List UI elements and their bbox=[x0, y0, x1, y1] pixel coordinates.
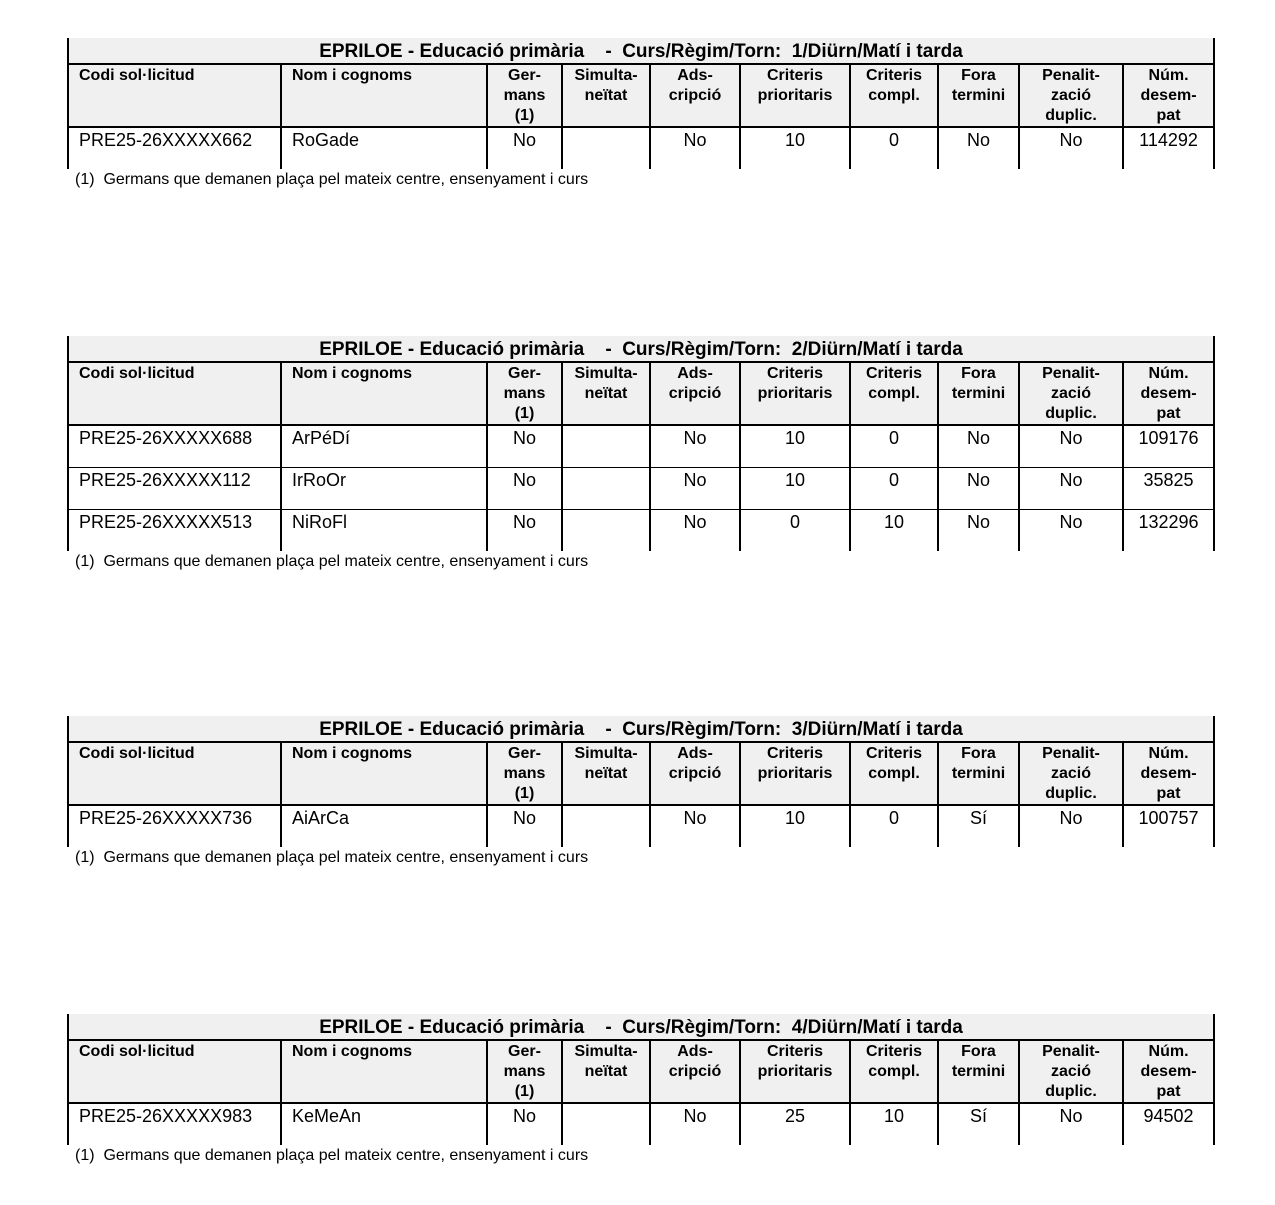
column-header-codi: Codi sol·licitud bbox=[68, 742, 281, 805]
cell-germans: No bbox=[487, 1103, 562, 1145]
column-header-penalitzacio: Penalit- zació duplic. bbox=[1019, 1040, 1123, 1103]
cell-num-desempat: 109176 bbox=[1123, 425, 1214, 468]
cell-germans: No bbox=[487, 805, 562, 847]
column-header-simultaneitat: Simulta- neïtat bbox=[562, 1040, 650, 1103]
cell-num-desempat: 100757 bbox=[1123, 805, 1214, 847]
column-header-criteris-prioritaris: Criteris prioritaris bbox=[740, 362, 850, 425]
column-header-simultaneitat: Simulta- neïtat bbox=[562, 742, 650, 805]
column-header-num-desempat: Núm. desem- pat bbox=[1123, 64, 1214, 127]
cell-adscripcio: No bbox=[650, 510, 740, 552]
footnote: (1) Germans que demanen plaça pel mateix centre, ensenyament i curs bbox=[75, 553, 589, 570]
footnote: (1) Germans que demanen plaça pel mateix centre, ensenyament i curs bbox=[75, 849, 589, 866]
column-header-criteris-compl: Criteris compl. bbox=[850, 1040, 938, 1103]
column-header-penalitzacio: Penalit- zació duplic. bbox=[1019, 742, 1123, 805]
cell-nom: AiArCa bbox=[281, 805, 487, 847]
cell-fora-termini: No bbox=[938, 468, 1019, 510]
cell-criteris-compl: 10 bbox=[850, 510, 938, 552]
cell-simultaneitat bbox=[562, 468, 650, 510]
admission-table bbox=[67, 38, 1215, 169]
cell-penalitzacio: No bbox=[1019, 425, 1123, 468]
cell-fora-termini: Sí bbox=[938, 805, 1019, 847]
cell-criteris-compl: 0 bbox=[850, 468, 938, 510]
table-row bbox=[68, 510, 1214, 552]
table-row bbox=[68, 805, 1214, 847]
column-header-nom: Nom i cognoms bbox=[281, 64, 487, 127]
column-header-adscripcio: Ads- cripció bbox=[650, 362, 740, 425]
cell-germans: No bbox=[487, 127, 562, 169]
column-header-penalitzacio: Penalit- zació duplic. bbox=[1019, 64, 1123, 127]
cell-num-desempat: 94502 bbox=[1123, 1103, 1214, 1145]
cell-nom: RoGade bbox=[281, 127, 487, 169]
cell-fora-termini: No bbox=[938, 425, 1019, 468]
admission-table bbox=[67, 1014, 1215, 1145]
cell-criteris-prioritaris: 25 bbox=[740, 1103, 850, 1145]
table-title: EPRILOE - Educació primària - Curs/Règim/Torn: 2/Diürn/Matí i tarda bbox=[68, 336, 1214, 362]
column-header-nom: Nom i cognoms bbox=[281, 742, 487, 805]
cell-adscripcio: No bbox=[650, 468, 740, 510]
footnote: (1) Germans que demanen plaça pel mateix centre, ensenyament i curs bbox=[75, 1147, 589, 1164]
cell-codi: PRE25-26XXXXX688 bbox=[68, 425, 281, 468]
cell-num-desempat: 35825 bbox=[1123, 468, 1214, 510]
column-header-criteris-prioritaris: Criteris prioritaris bbox=[740, 1040, 850, 1103]
cell-criteris-compl: 10 bbox=[850, 1103, 938, 1145]
cell-simultaneitat bbox=[562, 510, 650, 552]
cell-penalitzacio: No bbox=[1019, 468, 1123, 510]
column-header-codi: Codi sol·licitud bbox=[68, 1040, 281, 1103]
admission-table bbox=[67, 336, 1215, 551]
cell-simultaneitat bbox=[562, 127, 650, 169]
column-header-codi: Codi sol·licitud bbox=[68, 64, 281, 127]
cell-fora-termini: Sí bbox=[938, 1103, 1019, 1145]
cell-simultaneitat bbox=[562, 805, 650, 847]
column-header-nom: Nom i cognoms bbox=[281, 362, 487, 425]
cell-codi: PRE25-26XXXXX112 bbox=[68, 468, 281, 510]
cell-penalitzacio: No bbox=[1019, 510, 1123, 552]
admission-table-block bbox=[67, 336, 1213, 572]
column-header-criteris-compl: Criteris compl. bbox=[850, 362, 938, 425]
cell-adscripcio: No bbox=[650, 805, 740, 847]
cell-codi: PRE25-26XXXXX736 bbox=[68, 805, 281, 847]
cell-criteris-compl: 0 bbox=[850, 425, 938, 468]
column-header-fora-termini: Fora termini bbox=[938, 742, 1019, 805]
cell-nom: ArPéDí bbox=[281, 425, 487, 468]
column-header-nom: Nom i cognoms bbox=[281, 1040, 487, 1103]
cell-num-desempat: 132296 bbox=[1123, 510, 1214, 552]
column-header-germans: Ger- mans (1) bbox=[487, 742, 562, 805]
cell-num-desempat: 114292 bbox=[1123, 127, 1214, 169]
cell-codi: PRE25-26XXXXX513 bbox=[68, 510, 281, 552]
admission-table-block bbox=[67, 1014, 1213, 1166]
column-header-criteris-compl: Criteris compl. bbox=[850, 742, 938, 805]
cell-criteris-prioritaris: 10 bbox=[740, 127, 850, 169]
table-title: EPRILOE - Educació primària - Curs/Règim/Torn: 4/Diürn/Matí i tarda bbox=[68, 1014, 1214, 1040]
column-header-criteris-prioritaris: Criteris prioritaris bbox=[740, 742, 850, 805]
column-header-criteris-compl: Criteris compl. bbox=[850, 64, 938, 127]
cell-germans: No bbox=[487, 468, 562, 510]
table-row bbox=[68, 1103, 1214, 1145]
cell-simultaneitat bbox=[562, 1103, 650, 1145]
column-header-fora-termini: Fora termini bbox=[938, 362, 1019, 425]
admission-table bbox=[67, 716, 1215, 847]
column-header-simultaneitat: Simulta- neïtat bbox=[562, 362, 650, 425]
column-header-num-desempat: Núm. desem- pat bbox=[1123, 362, 1214, 425]
footnote: (1) Germans que demanen plaça pel mateix centre, ensenyament i curs bbox=[75, 171, 589, 188]
cell-criteris-prioritaris: 10 bbox=[740, 805, 850, 847]
column-header-codi: Codi sol·licitud bbox=[68, 362, 281, 425]
cell-penalitzacio: No bbox=[1019, 1103, 1123, 1145]
column-header-simultaneitat: Simulta- neïtat bbox=[562, 64, 650, 127]
table-row bbox=[68, 127, 1214, 169]
cell-criteris-prioritaris: 0 bbox=[740, 510, 850, 552]
column-header-adscripcio: Ads- cripció bbox=[650, 742, 740, 805]
cell-adscripcio: No bbox=[650, 425, 740, 468]
cell-criteris-prioritaris: 10 bbox=[740, 468, 850, 510]
cell-simultaneitat bbox=[562, 425, 650, 468]
cell-nom: KeMeAn bbox=[281, 1103, 487, 1145]
cell-criteris-prioritaris: 10 bbox=[740, 425, 850, 468]
table-row bbox=[68, 425, 1214, 468]
table-row bbox=[68, 468, 1214, 510]
column-header-num-desempat: Núm. desem- pat bbox=[1123, 1040, 1214, 1103]
cell-penalitzacio: No bbox=[1019, 127, 1123, 169]
table-title: EPRILOE - Educació primària - Curs/Règim/Torn: 1/Diürn/Matí i tarda bbox=[68, 38, 1214, 64]
column-header-germans: Ger- mans (1) bbox=[487, 1040, 562, 1103]
cell-criteris-compl: 0 bbox=[850, 805, 938, 847]
column-header-germans: Ger- mans (1) bbox=[487, 362, 562, 425]
column-header-fora-termini: Fora termini bbox=[938, 1040, 1019, 1103]
admission-table-block bbox=[67, 38, 1213, 190]
cell-fora-termini: No bbox=[938, 510, 1019, 552]
cell-adscripcio: No bbox=[650, 127, 740, 169]
cell-nom: IrRoOr bbox=[281, 468, 487, 510]
cell-codi: PRE25-26XXXXX662 bbox=[68, 127, 281, 169]
column-header-num-desempat: Núm. desem- pat bbox=[1123, 742, 1214, 805]
column-header-criteris-prioritaris: Criteris prioritaris bbox=[740, 64, 850, 127]
column-header-germans: Ger- mans (1) bbox=[487, 64, 562, 127]
cell-nom: NiRoFl bbox=[281, 510, 487, 552]
admission-table-block bbox=[67, 716, 1213, 868]
cell-adscripcio: No bbox=[650, 1103, 740, 1145]
cell-criteris-compl: 0 bbox=[850, 127, 938, 169]
cell-codi: PRE25-26XXXXX983 bbox=[68, 1103, 281, 1145]
cell-penalitzacio: No bbox=[1019, 805, 1123, 847]
column-header-penalitzacio: Penalit- zació duplic. bbox=[1019, 362, 1123, 425]
column-header-adscripcio: Ads- cripció bbox=[650, 64, 740, 127]
column-header-fora-termini: Fora termini bbox=[938, 64, 1019, 127]
cell-fora-termini: No bbox=[938, 127, 1019, 169]
table-title: EPRILOE - Educació primària - Curs/Règim/Torn: 3/Diürn/Matí i tarda bbox=[68, 716, 1214, 742]
column-header-adscripcio: Ads- cripció bbox=[650, 1040, 740, 1103]
cell-germans: No bbox=[487, 510, 562, 552]
cell-germans: No bbox=[487, 425, 562, 468]
